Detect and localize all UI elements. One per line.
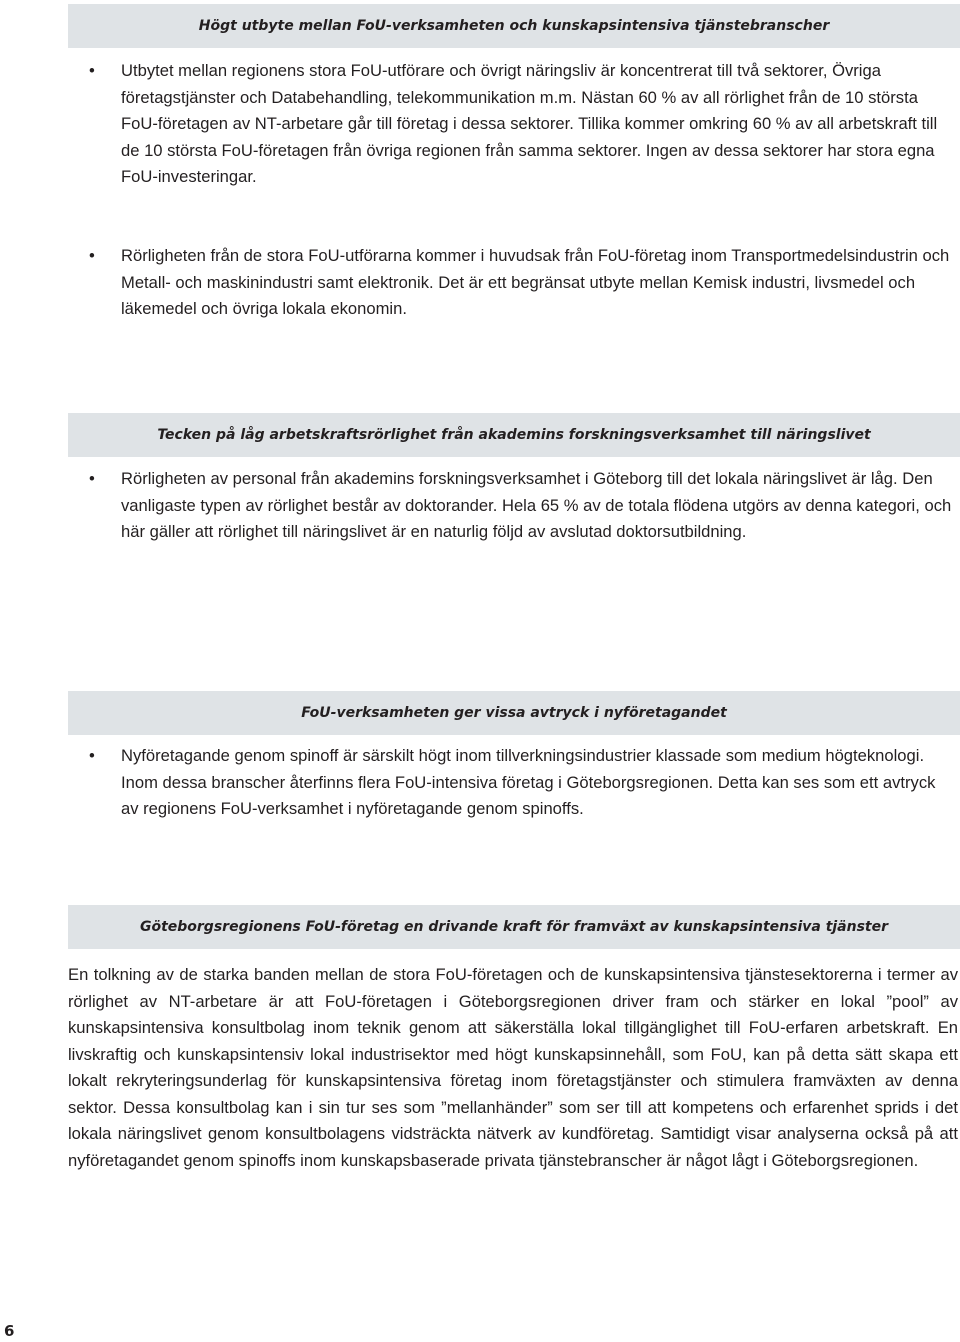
bullet-text: Rörligheten från de stora FoU-utförarna kommer i huvudsak från FoU-företag inom Transportmedelsindustrin och Metall- och maskinindustri samt elektronik. Det är ett begränsat utbyte mellan Kemisk industri, livsmedel och läkemedel och övriga lokala ekonomin. <box>121 246 950 318</box>
bullet-symbol: • <box>89 746 95 765</box>
section-heading-3 <box>68 691 960 735</box>
section-heading-3-text: FoU-verksamheten ger vissa avtryck i nyföretagandet <box>301 705 727 721</box>
bullet-text: Nyföretagande genom spinoff är särskilt högt inom tillverkningsindustrier klassade som medium högteknologi. Inom dessa branscher återfinns flera FoU-intensiva företag i Göteborgsregionen. Detta kan ses som ett avtryck av regionens FoU-verksamhet i nyföretagande genom spinoffs. <box>121 746 936 818</box>
section-heading-2-text: Tecken på låg arbetskraftsrörlighet från akademins forskningsverksamhet till näringslivet <box>157 427 871 443</box>
page-number: 6 <box>4 1322 15 1340</box>
section-heading-4-text: Göteborgsregionens FoU-företag en drivande kraft för framväxt av kunskapsintensiva tjänster <box>139 919 889 935</box>
bullet-item <box>89 743 954 823</box>
bullet-symbol: • <box>89 61 95 80</box>
section-heading-4 <box>68 905 960 949</box>
bullet-text: Rörligheten av personal från akademins forskningsverksamhet i Göteborg till det lokala näringslivet är låg. Den vanligaste typen av rörlighet består av doktorander. Hela 65 % av de totala flödena utgörs av denna kategori, och här gäller att rörlighet till näringslivet är en naturlig följd av avslutad doktorsutbildning. <box>121 469 952 541</box>
bullet-item <box>89 243 954 323</box>
bullet-text: Utbytet mellan regionens stora FoU-utförare och övrigt näringsliv är koncentrerat till två sektorer, Övriga företagstjänster och Databehandling, telekommunikation m.m. Nästan 60 % av all rörlighet från de 10 största FoU-företagen av NT-arbetare går till företag i dessa sektorer. Tillika kommer omkring 60 % av all arbetskraft till de 10 största FoU-företagen från övriga regionen från samma sektorer. Ingen av dessa sektorer har stora egna FoU-investeringar. <box>121 61 938 186</box>
bullet-item <box>89 58 954 191</box>
section-heading-1-text: Högt utbyte mellan FoU-verksamheten och kunskapsintensiva tjänstebranscher <box>198 18 830 34</box>
bullet-symbol: • <box>89 469 95 488</box>
body-paragraph: En tolkning av de starka banden mellan de stora FoU-företagen och de kunskapsintensiva tjänstesektorerna i termer av rörlighet av NT-arbetare är att FoU-företagen i Göteborgsregionen driver fram och stärker en lokal ”pool” av kunskapsintensiva konsultbolag inom teknik genom att säkerställa lokal tillgänglighet till FoU-erfaren arbetskraft. En livskraftig och kunskapsintensiv lokal industrisektor med högt kunskapsinnehåll, som FoU, kan på detta sätt skapa ett lokalt rekryteringsunderlag för kunskapsintensiva företag inom företagstjänster och stimulera framväxten av denna sektor. Dessa konsultbolag kan i sin tur ses som ”mellanhänder” som ser till att kompetens och erfarenhet sprids i det lokala näringslivet genom konsultbolagens vidsträckta nätverk av kundföretag. Samtidigt visar analyserna också på att nyföretagandet genom spinoffs inom kunskapsbaserade privata tjänstebranscher är något lågt i Göteborgsregionen. <box>68 965 958 1170</box>
section-heading-2 <box>68 413 960 457</box>
section-heading-1 <box>68 4 960 48</box>
bullet-item <box>89 466 954 546</box>
bullet-symbol: • <box>89 246 95 265</box>
